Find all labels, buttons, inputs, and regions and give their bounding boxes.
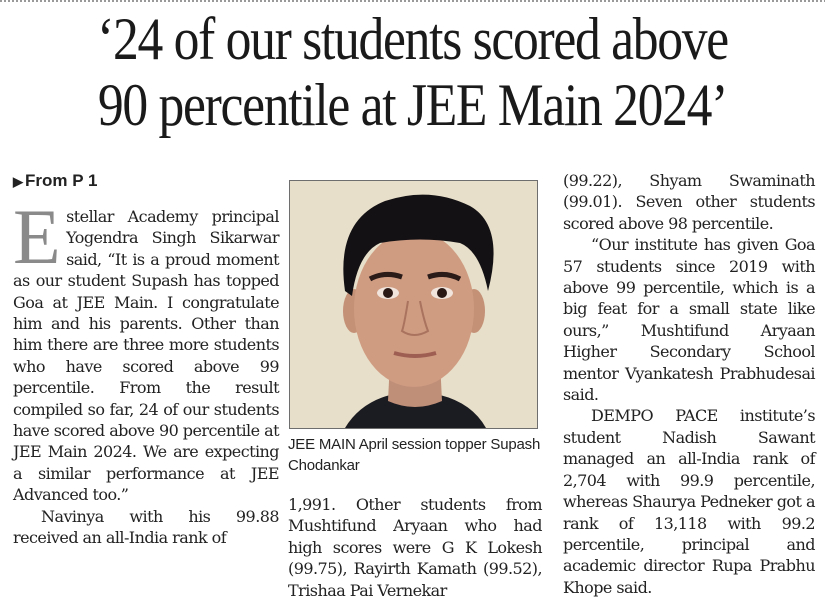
kicker-label: From P 1 — [25, 171, 98, 190]
headline — [58, 6, 768, 138]
continuation-kicker — [13, 170, 279, 193]
paragraph: (99.22), Shyam Swaminath (99.01). Seven other students scored above 98 percentile. — [563, 171, 815, 233]
article-column-3 — [563, 170, 815, 598]
paragraph: 1,991. Other students from Mushtifund Aryaan who had high scores were G K Lokesh (99.75), Rayirth Kamath (99.52), Trishaa Pai Vernekar — [288, 495, 542, 600]
paragraph: DEMPO PACE institute’s student Nadish Sawant managed an all-India rank of 2,704 with 99.9 percentile, whereas Shaurya Pedneker got a rank of 13,118 with 99.2 percentile, principal and academic director Rupa Prabhu Khope said. — [563, 406, 815, 597]
paragraph: “Our institute has given Goa 57 students since 2019 with above 99 percentile, which is a big feat for a small state like ours,” Mushtifund Aryaan Higher Secondary School mentor Vyankatesh Prabhudesai said. — [563, 235, 815, 405]
headline-line-1: ‘24 of our students scored above — [97, 6, 728, 72]
article-column-2 — [288, 170, 542, 601]
photo-caption: JEE MAIN April session topper Supash Chodankar — [288, 436, 541, 474]
paragraph: Navinya with his 99.88 received an all-India rank of — [13, 506, 279, 548]
top-dotted-rule — [0, 0, 825, 2]
article-column-1 — [13, 170, 279, 549]
student-photo — [289, 180, 538, 429]
play-arrow-icon: ▶ — [13, 174, 23, 189]
paragraph — [13, 193, 279, 506]
drop-cap: E — [13, 193, 61, 280]
headline-line-2: 90 percentile at JEE Main 2024’ — [97, 72, 728, 138]
student-portrait-image — [290, 181, 537, 428]
paragraph-text: stellar Academy principal Yogendra Singh Sikarwar said, “It is a proud moment as our student Supash has topped Goa at JEE Main. I congratulate him and his parents. Other than him there are three more students who have scored above 99 percentile. From the result compiled so far, 24 of our students have scored above 90 percentile at JEE Main 2024. We are expecting a similar performance at JEE Advanced too.” — [13, 207, 279, 505]
